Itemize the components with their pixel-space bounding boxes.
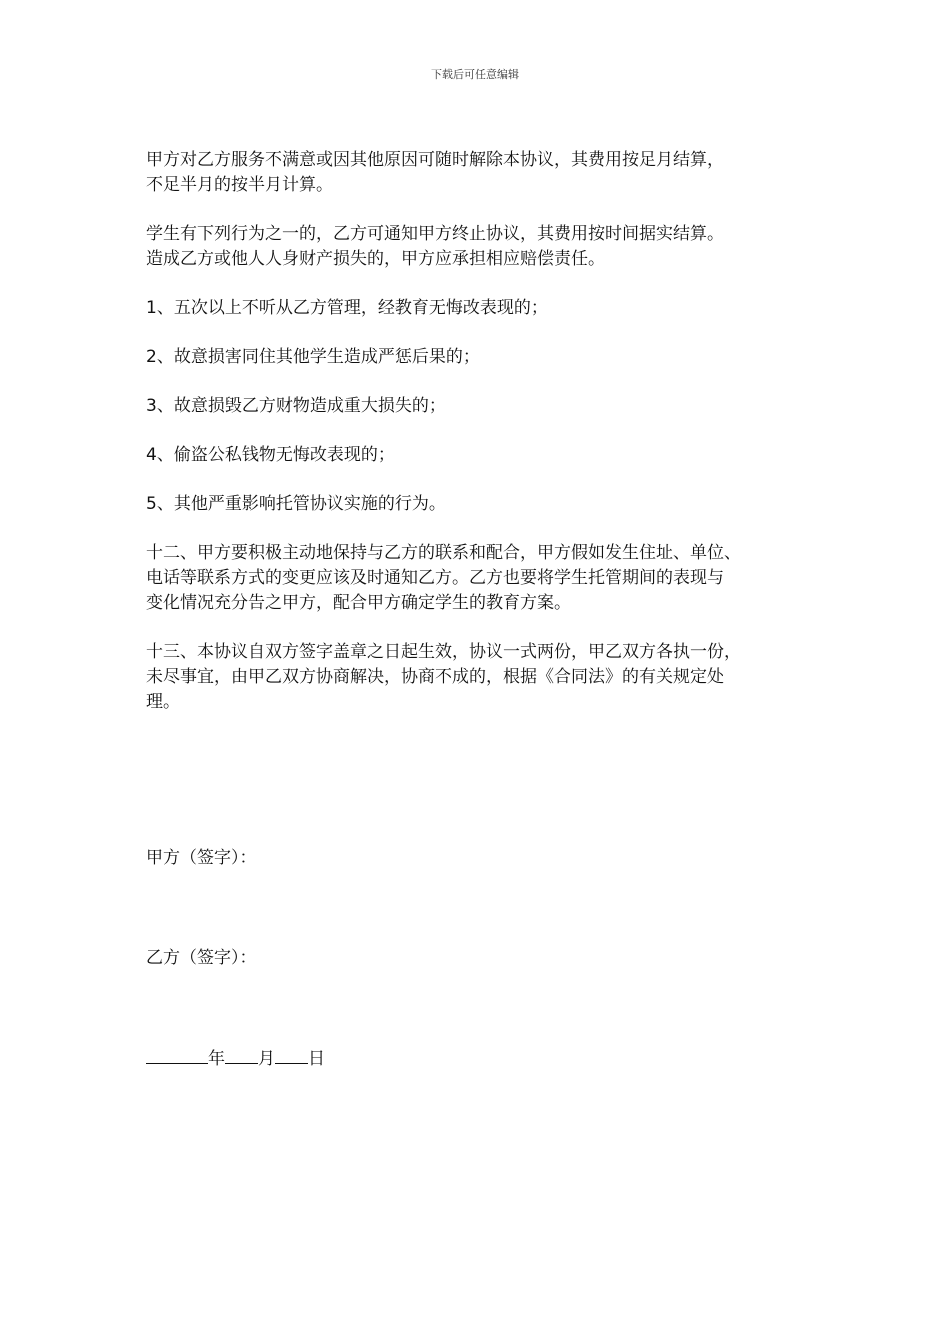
- text-line: 理。: [146, 692, 180, 712]
- list-item-1: [146, 296, 816, 321]
- day-blank[interactable]: [275, 1045, 308, 1064]
- text-line: 造成乙方或他人人身财产损失的，甲方应承担相应赔偿责任。: [146, 249, 605, 269]
- paragraph-termination-by-b: [146, 222, 816, 272]
- text-line: 3、故意损毁乙方财物造成重大损失的；: [146, 396, 446, 416]
- page-header: 下载后可任意编辑: [431, 68, 519, 81]
- list-item-4: [146, 443, 816, 468]
- text-line: 电话等联系方式的变更应该及时通知乙方。乙方也要将学生托管期间的表现与: [146, 568, 724, 588]
- paragraph-termination-by-a: [146, 148, 816, 198]
- text-line: 甲方对乙方服务不满意或因其他原因可随时解除本协议，其费用按足月结算，: [146, 150, 724, 170]
- text-line: 变化情况充分告之甲方，配合甲方确定学生的教育方案。: [146, 593, 571, 613]
- list-item-2: [146, 345, 816, 370]
- text-line: 4、偷盗公私钱物无悔改表现的；: [146, 445, 395, 465]
- clause-thirteen: [146, 640, 816, 715]
- text-line: 5、其他严重影响托管协议实施的行为。: [146, 494, 446, 514]
- text-line: 十三、本协议自双方签字盖章之日起生效，协议一式两份，甲乙双方各执一份，: [146, 642, 741, 662]
- party-a-signature-label: 甲方（签字）：: [146, 848, 257, 868]
- day-label: 日: [308, 1049, 325, 1069]
- date-line: [146, 1045, 325, 1072]
- document-body: [146, 148, 816, 715]
- year-label: 年: [208, 1049, 225, 1069]
- party-b-signature-label: 乙方（签字）：: [146, 948, 257, 968]
- list-item-5: [146, 492, 816, 517]
- text-line: 2、故意损害同住其他学生造成严惩后果的；: [146, 347, 480, 367]
- text-line: 不足半月的按半月计算。: [146, 175, 333, 195]
- text-line: 十二、甲方要积极主动地保持与乙方的联系和配合，甲方假如发生住址、单位、: [146, 543, 741, 563]
- month-label: 月: [258, 1049, 275, 1069]
- text-line: 1、五次以上不听从乙方管理，经教育无悔改表现的；: [146, 298, 548, 318]
- text-line: 学生有下列行为之一的，乙方可通知甲方终止协议，其费用按时间据实结算。: [146, 224, 724, 244]
- month-blank[interactable]: [225, 1045, 258, 1064]
- clause-twelve: [146, 541, 816, 616]
- year-blank[interactable]: [146, 1045, 208, 1064]
- list-item-3: [146, 394, 816, 419]
- text-line: 未尽事宜，由甲乙双方协商解决，协商不成的，根据《合同法》的有关规定处: [146, 667, 724, 687]
